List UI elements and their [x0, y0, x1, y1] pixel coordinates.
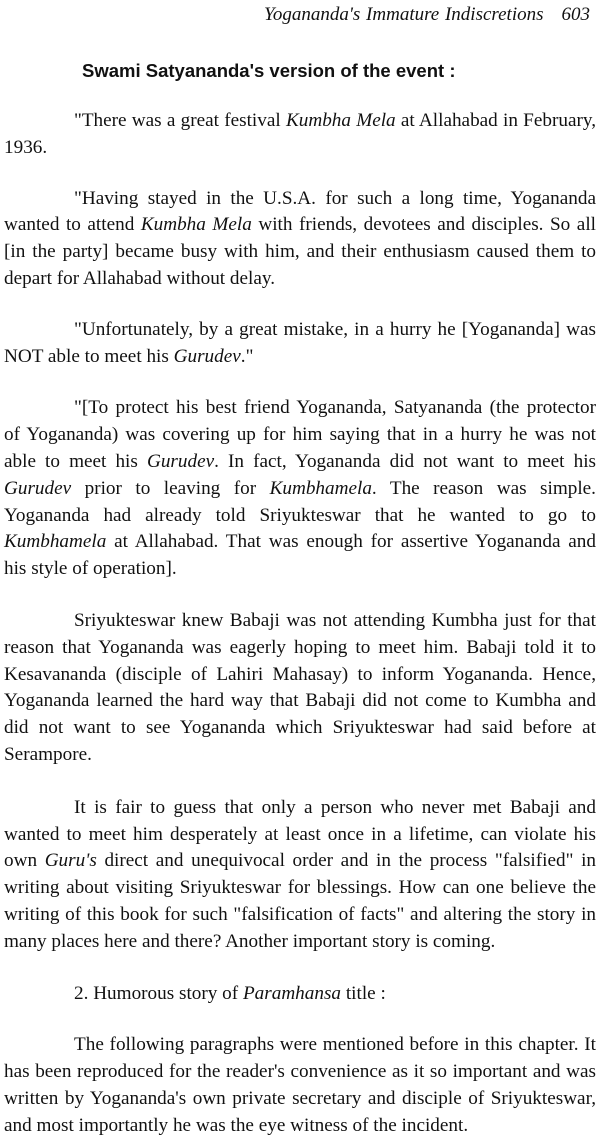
numbered-item-2 [4, 981, 596, 1008]
text-run: "[To protect his best friend Yogananda, Satyananda (the protector of Yogananda) was covering up for him saying that in a hurry he was not able to meet his [4, 397, 596, 472]
text-run: direct and unequivocal order and in the process "falsified" in writing about visiting Sriyukteswar for blessings. How can one believe the writing of this book for such "falsification of facts" and altering the story in many places here and there? Another important story is coming. [4, 850, 596, 952]
text-run: Sriyukteswar knew Babaji was not attending Kumbha just for that reason that Yogananda was eagerly hoping to meet him. Babaji told it to Kesavananda (disciple of Lahiri Mahasay) to inform Yogananda. Hence, Yogananda learned the hard way that Babaji did not come to Kumbha and did not want to see Yogananda which Sriyukteswar had said before at Serampore. [4, 609, 596, 765]
text-run: It is fair to guess that only a person who never met Babaji and wanted to meet him desperately at least once in a lifetime, can violate his own [4, 796, 596, 872]
italic-term: Gurudev [4, 477, 72, 499]
text-run: with friends, devotees and disciples. So all [in the party] became busy with him, and their enthusiasm caused them to depart for Allahabad without delay. [4, 214, 596, 289]
text-run: . The reason was simple. Yogananda had already told Sriyukteswar that he wanted to go to [4, 477, 596, 526]
paragraph-2 [4, 186, 596, 293]
paragraph-7 [4, 1032, 596, 1139]
italic-term: Kumbha Mela [285, 110, 396, 131]
text-run: title : [341, 982, 386, 1004]
text-run: "There was a great festival [74, 110, 286, 131]
text-run: "Unfortunately, by a great mistake, in a hurry he [Yogananda] was NOT able to meet his [4, 318, 596, 367]
italic-term: Paramhansa [242, 982, 342, 1004]
text-run: at Allahabad. That was enough for assertive Yogananda and his style of operation]. [4, 531, 596, 580]
text-run: "Having stayed in the U.S.A. for such a long time, Yogananda wanted to attend [4, 187, 596, 236]
italic-term: Gurudev [173, 345, 241, 367]
running-header [4, 0, 596, 28]
paragraph-4 [4, 395, 596, 583]
text-run: prior to leaving for [71, 477, 270, 499]
text-run: at Allahabad in February, 1936. [4, 110, 596, 158]
running-title: Yogananda's Immature Indiscretions [264, 4, 544, 25]
text-run: The following paragraphs were mentioned before in this chapter. It has been reproduced for the reader's convenience as it so important and was written by Yogananda's own private secretary and disciple of Sriyukteswar, and most importantly he was the eye witness of the incident. [4, 1034, 596, 1136]
paragraph-1 [4, 108, 596, 162]
paragraph-6 [4, 795, 596, 956]
text-run: . In fact, Yogananda did not want to meet his [214, 450, 597, 472]
italic-term: Kumbhamela [269, 477, 372, 499]
text-run: ." [240, 345, 254, 367]
paragraph-5 [4, 608, 596, 769]
italic-term: Gurudev [146, 450, 215, 472]
italic-term: Guru's [44, 850, 97, 872]
text-run: 2. Humorous story of [74, 982, 243, 1004]
section-heading: Swami Satyananda's version of the event : [82, 60, 456, 81]
italic-term: Kumbhamela [4, 531, 107, 553]
page-number: 603 [561, 4, 590, 25]
paragraph-3 [4, 317, 596, 371]
italic-term: Kumbha Mela [140, 214, 252, 236]
